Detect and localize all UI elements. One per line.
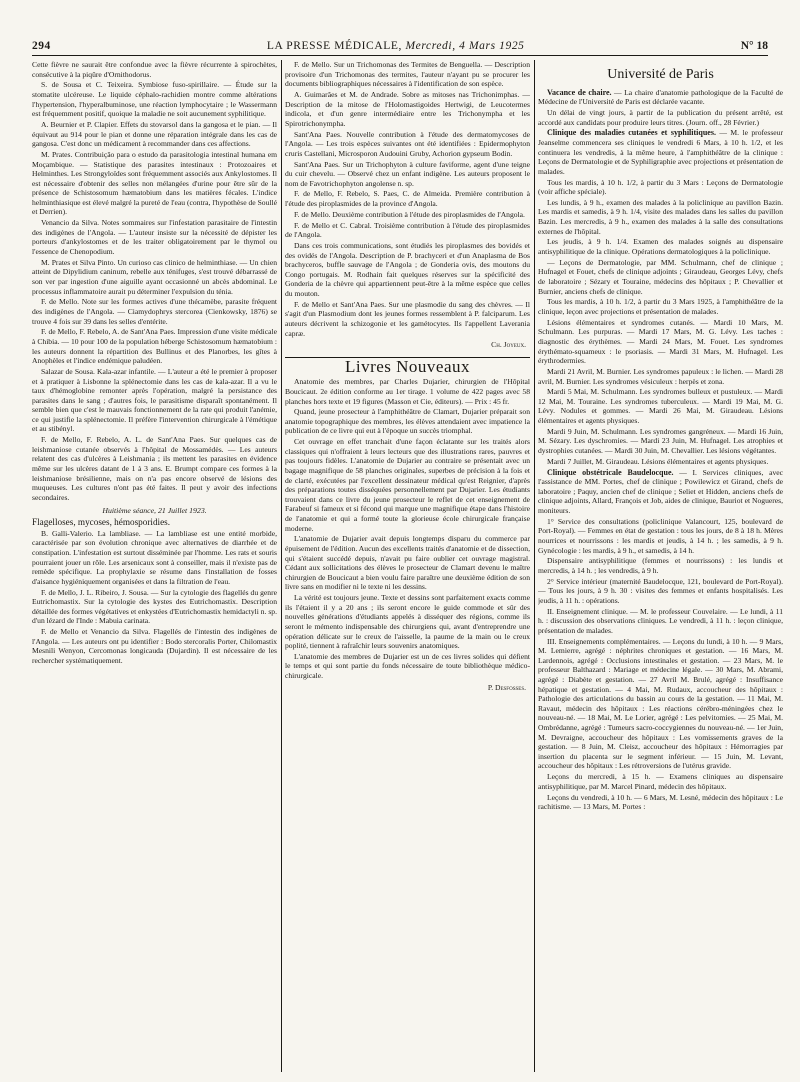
paragraph: A. Guimarães et M. de Andrade. Sobre as mitoses nas Trichonimphas. — Description de la mitose de l'Holomastigoides Hertwigi, de Leucotermes indicola, et d'un genre intermédiaire entre les Trichonympha et les Spirotrichonympha.	[285, 89, 530, 128]
signature	[285, 683, 526, 693]
paragraph: Les jeudis, à 9 h. 1/4. Examen des malades soignés au dispensaire antisyphilitique de la clinique. Opérations dermatologiques à la policlinique.	[538, 237, 783, 257]
paragraph: 2° Service intérieur (maternité Baudelocque, 121, boulevard de Port-Royal). — Tous les jours, à 9 h. 30 : visites des femmes et enfants hospitalisés. Les jeudis, à 11 h. : opérations.	[538, 576, 783, 605]
column-3	[538, 60, 783, 1072]
section-title-livres: Livres Nouveaux	[344, 356, 471, 376]
header-title-line	[267, 40, 525, 52]
section-title-universite: Université de Paris	[607, 67, 714, 82]
journal-name: LA PRESSE MÉDICALE,	[266, 40, 402, 52]
paragraph: F. de Mello et C. Cabral. Troisième contribution à l'étude des piroplasmides de l'Angola.	[285, 220, 530, 240]
paragraph: F. de Mello. Deuxième contribution à l'étude des piroplasmides de l'Angola.	[294, 209, 525, 219]
paragraph: II. Enseignement clinique. — M. le professeur Couvelaire. — Le lundi, à 11 h. : discussion des observations cliniques. Le vendredi, à 11 h. : leçon clinique, présentation de malades.	[538, 606, 783, 635]
paragraph-heading: Clinique obstétricale Baudelocque.	[547, 467, 674, 477]
paragraph: B. Galli-Valerio. La lambliase. — La lambliase est une entité morbide, caractérisée par son évolution chronique avec alternatives de diarrhée et de constipation. L'infestation est surtout disséminée par l'homme. Les rats et souris pourraient jouer un rôle. Les arsenicaux sont à conseiller, mais il n'existe pas de remède spécifique. La prophylaxie se résume dans l'installation de fosses d'aisance hygiéniquement organisées et dans la filtration de l'eau.	[32, 528, 277, 586]
paragraph: F. de Mello, F. Rebelo, S. Paes, C. de Almeida. Première contribution à l'étude des piroplasmides de la province d'Angola.	[285, 189, 530, 209]
paragraph: Leçons du mercredi, à 15 h. — Examens cliniques au dispensaire antisyphilitique, par M. Marcel Pinard, médecin des hôpitaux.	[538, 772, 783, 791]
paragraph: Leçons du vendredi, à 10 h. — 6 Mars, M. Lesné, médecin des hôpitaux : Le rachitisme. — 13 Mars, M. Portes :	[538, 792, 783, 812]
page-header	[32, 30, 768, 56]
paragraph: Tous les mardis, à 10 h. 1/2, à partir du 3 Mars 1925, à l'amphithéâtre de la clinique, leçon avec projections et présentation de malades.	[538, 297, 783, 316]
paragraph: Lésions élémentaires et syndromes cutanés. — Mardi 10 Mars, M. Schulmann. Les purpuras. — Mardi 17 Mars, M. G. Lévy. Les taches : diagnostic des érythèmes. — Mardi 24 Mars, M. Fouet. Les syndromes érythémato-squameux : le psoriasis. — Mardi 31 Mars, M. Hufnagel. Les érythrodermies.	[538, 317, 783, 366]
paragraph: La vérité est toujours jeune. Texte et dessins sont parfaitement exacts comme ils l'étaient il y a 20 ans ; ils seront encore le guide commode et sûr des nouvelles générations d'étudiants appelés à disséquer des régions, comme ils seront le mémento indispensable des chirurgiens qui, avant d'entreprendre une opération délicate sur le creux de l'aisselle, la paume de la main ou le creux poplité, tiennent à rafraîchir leurs souvenirs anatomiques.	[285, 593, 530, 651]
paragraph: Les lundis, à 9 h., examen des malades à la policlinique au pavillon Bazin. Les mardis et samedis, à 9 h. 1/4, visite des malades dans les salles du pavillon Bazin. Les mercredis, à 9 h., examen des malades à la salle des consultations externes de l'hôpital.	[538, 197, 783, 236]
columns	[32, 60, 783, 1072]
issue-number: N° 18	[740, 40, 768, 52]
paragraph: Dispensaire antisyphilitique (femmes et nourrissons) : les lundis et mercredis, à 14 h. ; les vendredis, à 9 h.	[538, 556, 783, 575]
issue-date: Mercredi, 4 Mars 1925	[405, 40, 525, 52]
paragraph: — Leçons de Dermatologie, par MM. Schulmann, chef de clinique ; Hufnagel et Fouet, chefs de clinique adjoints ; Giraudeau, Georges Lévy, chefs de laboratoire ; Sézary et Touraine, médecins des hôpitaux ; P. Chevallier et Burnier, anciens chefs de clinique.	[538, 257, 783, 296]
paragraph: F. de Mello, F. Rebelo, A. L. de Sant'Ana Paes. Sur quelques cas de leishmaniose cutanée observés à l'hôpital de Mossamédès. — Les auteurs relatent des cas d'ulcères à Leishmania ; ils mettent les parasites en évidence même sur les ulcères datant de 1 à 3 ans. E. Brumpt compare ces formes à la leishmaniose brésilienne, mais on n'a pas encore observé de lésions des muqueuses. Les cultures n'ont pas été faites. Il peut y avoir des infections secondaires.	[32, 435, 277, 502]
signature-name: Ch. Joyeux.	[491, 340, 526, 350]
paragraph: F. de Mello. Note sur les formes actives d'une thécamèbe, parasite fréquent des indigènes de l'Angola. — Ciamydophrys stercorea (Cienkowsky, 1876) se trouve 4 fois sur 39 dans les selles d'entérite.	[32, 297, 277, 326]
paragraph: S. de Sousa et C. Teixeira. Symbiose fuso-spirillaire. — Étude sur la stomatite ulcéreuse. Le liquide céphalo-rachidien montre comme altérations l'hypertension, l'hyperalbuminose, une réaction lymphocytaire ; le Wassermann est fréquemment positif, quoique la maladie ne soit aucunement syphilitique.	[32, 80, 277, 119]
paragraph: Anatomie des membres, par Charles Dujarier, chirurgien de l'Hôpital Boucicaut. 2e édition conforme au 1er tirage. 1 volume de 422 pages avec 58 planches hors texte et 19 figures (Masson et Cie, éditeurs). — Prix : 45 fr.	[285, 377, 530, 406]
paragraph-text: — La chaire d'anatomie pathologique de la Faculté de Médecine de l'Université de Paris est déclarée vacante.	[538, 87, 783, 107]
paragraph: Mardi 21 Avril, M. Burnier. Les syndromes papuleux : le lichen. — Mardi 28 avril, M. Burnier. Les syndromes vésiculeux : herpès et zona.	[538, 366, 783, 386]
column-2	[285, 60, 530, 1072]
paragraph: F. de Mello et Venancio da Silva. Flagellés de l'intestin des indigènes de l'Angola. — Les auteurs ont pu identifier : Bodo stercoralis Porter, Chilomastix Mesnili Wenyon, Cercomonas longicauda (Dujardin). Il est nécessaire de les rechercher systématiquement.	[32, 627, 277, 665]
paragraph: Dans ces trois communications, sont étudiés les piroplasmes des bovidés et des ovidés de l'Angola. Description de P. brachyceri et d'un Anaplasma de Bos brachyceros, buffle sauvage de l'Angola ; de Gonderia ovis, des moutons du Congo portugais. M. Rodhain fait quelques réserves sur la spécificité des Gonderia de la chèvre qui appartiennent peut-être à la même espèce que celles du mouton.	[285, 241, 530, 298]
paragraph	[538, 468, 783, 516]
session-heading: Huitième séance, 21 Juillet 1923.	[102, 506, 207, 516]
paragraph: F. de Mello et Sant'Ana Paes. Sur une plasmodie du sang des chèvres. — Il s'agit d'un Plasmodium dont les jeunes formes ressemblent à P. falciparum. Les auteurs décrivent la schizogonie et les gamétocytes. Ils l'appellent Laverania capræ.	[285, 299, 530, 338]
paragraph: Mardi 7 Juillet, M. Giraudeau. Lésions élémentaires et agents physiques.	[547, 456, 769, 466]
paragraph: Un délai de vingt jours, à partir de la publication du présent arrêté, est accordé aux candidats pour produire leurs titres. (Journ. off., 28 Février.)	[538, 107, 783, 127]
column-divider	[281, 60, 282, 1072]
paragraph: 1° Service des consultations (policlinique Valancourt, 125, boulevard de Port-Royal). — Femmes en état de gestation : tous les jours, de 8 à 18 h. Mères nourrices et nourrissons : les mardis et jeudis, à 14 h. ; les samedis, à 9 h. Gynécologie : les mardis, à 9 h., et samedis, à 14 h.	[538, 516, 783, 555]
paragraph: Mardi 9 Juin, M. Schulmann. Les syndromes gangréneux. — Mardi 16 Juin, M. Sézary. Les dyschromies. — Mardi 23 Juin, M. Hufnagel. Les atrophies et dystrophies cutanées. — Mardi 30 Juin, M. Chevallier. Les lésions végétantes.	[538, 426, 783, 456]
signature-name: P. Desfosses.	[487, 682, 526, 692]
paragraph: Cet ouvrage en effet tranchait d'une façon éclatante sur les traités alors classiques qui n'offraient à leurs lecteurs que des illustrations rares, pauvres et pas toujours fidèles. L'anatomie de Dujarier au contraire se présentait avec un bagage magnifique de 58 planches originales, superbes de précision à la fois et de clarté, exécutées par l'excellent dessinateur médical qu'est Reignier, d'après des préparations toutes disséquées personnellement par Dujarier. Les étudiants trouvaient dans ce livre du jeune prosecteur le reflet de cet enseignement de Farabeuf si fameux et si fécond qui marque une magnifique étape dans l'histoire de l'anatomie et qui a formé toute la glorieuse école chirurgicale française moderne.	[285, 437, 530, 533]
paragraph: Sant'Ana Paes. Nouvelle contribution à l'étude des dermatomycoses de l'Angola. — Les trois espèces suivantes ont été identifiées : Epidermophyton cruris Castellani, Microsporon Audouini Gruby, Achorion gypseum Bodin.	[285, 129, 530, 158]
page-number: 294	[32, 40, 51, 52]
paragraph-text: — I. Services cliniques, avec l'assistance de MM. Portes, chef de clinique ; Powilewicz et Girand, chefs de laboratoire ; Paquy, ancien chef de clinique ; Seliet et Hidden, anciens chefs de clinique adjoints, Allard, François et Job, aides de clinique, Bauriot et Nogueres, moniteurs.	[538, 467, 783, 515]
column-divider	[534, 60, 535, 1072]
signature	[285, 340, 526, 350]
paragraph: L'anatomie des membres de Dujarier est un de ces livres solides qui défient le temps et qui sont partie du fonds nécessaire de toute bibliothèque médico-chirurgicale.	[285, 651, 530, 681]
paragraph-heading: Clinique des maladies cutanées et syphilitiques.	[547, 128, 716, 138]
paragraph: M. Prates. Contribuição para o estudo da parasitologia intestinal humana em Moçambique. — Statistique des parasites intestinaux : Protozoaires et Helminthes. Les Strongyloïdes sont fréquemment associés aux Ankylostomes. Il est nécessaire d'obtenir des selles non mélangées d'urine pour être sûr de la présence de Schistosomum hæmatobium dans les matières fécales. L'indice helminthiasique est élevé malgré la pureté de l'eau (contra, l'hypothèse de Soullé et Derrien).	[32, 149, 277, 217]
paragraph: III. Enseignements complémentaires. — Leçons du lundi, à 10 h. — 9 Mars, M. Lemierre, agrégé : néphrites chroniques et gestation. — 16 Mars, M. Lardennois, agrégé : Occlusions intestinales et gestation. — 23 Mars, M. le professeur Balthazard : Mariage et médecine légale. — 30 Mars, M. Abrami, agrégé : Diabète et gestation. — 27 Avril M. Brulé, agrégé : Insuffisance hépatique et gestation. — 4 Mai, M. Rudaux, accoucheur des hôpitaux : Pathologie des articulations du bassin au cours de la gestation. — 11 Mai, M. Ravaut, médecin des hôpitaux : Les réactions cérébro-méningées chez le nouveau-né. — 18 Mai, M. Le Lorier, agrégé : Les pelvitomies. — 25 Mai, M. Ombrédanne, agrégé : Tumeurs sacro-coccygiennes du nouveau-né. — 1er Juin, M. Devraigne, accoucheur des hôpitaux : Les vomissements graves de la gestation. — 8 Juin, M. Cleisz, accoucheur des hôpitaux : Hémorragies par insertion du placenta sur le segment inférieur. — 15 Juin, M. Levant, accoucheur des hôpitaux : Les rétroversions de l'utérus gravide.	[538, 636, 783, 771]
paragraph: Sant'Ana Paes. Sur un Trichophyton à culture faviforme, agent d'une teigne du cuir chevelu. — Observé chez un enfant indigène. Les auteurs proposent le nom de Favotrichophyton angolense n. sp.	[285, 159, 530, 188]
paragraph: Cette fièvre ne saurait être confondue avec la fièvre récurrente à spirochètes, consécutive à la piqûre d'Ornithodorus.	[32, 60, 277, 79]
paragraph	[538, 88, 783, 107]
paragraph-text: — M. le professeur Jeanselme commencera ses cliniques le vendredi 6 Mars, à 10 h. 1/2, et les continuera les vendredis, à la même heure, à l'amphithéâtre de la clinique : Leçons de Dermatologie et de Syphiligraphie avec projections et présentation de malades.	[538, 128, 783, 176]
column-1	[32, 60, 277, 1072]
paragraph: F. de Mello. Sur un Trichomonas des Termites de Benguella. — Description provisoire d'un Trichomonas des termites, l'auteur n'ayant pu se procurer les documents bibliographiques nécessaires à l'identification de son espèce.	[285, 60, 530, 89]
paragraph: Quand, jeune prosecteur à l'amphithéâtre de Clamart, Dujarier préparait son anatomie topographique des membres, les élèves attendaient avec impatience la publication de ce livre qui eut à l'époque un succès triomphal.	[285, 407, 530, 436]
paragraph	[538, 128, 783, 176]
paragraph: Salazar de Sousa. Kala-azar infantile. — L'auteur a été le premier à proposer et à pratiquer à Lisbonne la splénectomie dans les cas de kala-azar. Il a vu le taux d'hémoglobine remonter après l'opération, malgré la persistance des parasites dans le sang ; d'autres fois, le parasitisme disparaît spontanément. Il semble bien que c'est le mauvais fonctionnement de la rate qui produit l'anémie, ce qui justifie la splénectomie. Il préfère l'intervention chirurgicale à l'émétique et au stibényl.	[32, 366, 277, 434]
paragraph: L'anatomie de Dujarier avait depuis longtemps disparu du commerce par épuisement de l'édition. Aucun des excellents traités d'anatomie et de dissection, qui s'étaient succédé depuis, n'avait pu faire oublier cet ouvrage magistral. Cédant aux sollicitations des élèves le prosecteur de Clamart devenu le maître chirurgien de Boucicaut a bien voulu faire paraître une deuxième édition de son livre sans en modifier ni le texte ni les dessins.	[285, 534, 530, 592]
section-title: Flagelloses, mycoses, hémosporidies.	[32, 517, 171, 527]
paragraph: Mardi 5 Mai, M. Schulmann. Les syndromes bulleux et pustuleux. — Mardi 12 Mai, M. Touraine. Les syndromes tuberculeux. — Mardi 19 Mai, M. G. Lévy. Nodules et gommes. — Mardi 26 Mai, M. Giraudeau. Lésions élémentaires et agents physiques.	[538, 387, 783, 426]
paragraph: F. de Mello, F. Rebelo, A. de Sant'Ana Paes. Impression d'une visite médicale à Chibia. — 10 pour 100 de la population héberge Schistosomum hæmatobium : les auteurs donnent la répartition des Bullinus et des Planorbes, les gîtes à Anophèles et l'indice endémique paludéen.	[32, 327, 277, 366]
paragraph: Venancio da Silva. Notes sommaires sur l'infestation parasitaire de l'intestin des indigènes de l'Angola. — L'auteur insiste sur la nécessité de dépister les porteurs d'ankylostomes et de les traiter obligatoirement par le thymol ou l'essence de Chenopodium.	[32, 218, 277, 257]
paragraph: F. de Mello, J. L. Ribeiro, J. Sousa. — Sur la cytologie des flagellés du genre Eutrichomastix. Sur la cytologie des kystes des Eutrichomastix. Description détaillée des formes végétatives et enkystées d'Eutrichomastix hemidactyli n. sp. d'un lézard de l'Inde : Mabuia carinata.	[32, 587, 277, 626]
paragraph: M. Prates et Silva Pinto. Un curioso cas clinico de helminthiase. — Un chien atteint de Dipylidium caninum, rebelle aux ténifuges, s'est trouvé débarrassé de son ver par ingestion d'une aiguille ayant occasionné un abcès abdominal. Le processus inflammatoire aurait pu déterminer l'expulsion du ténia.	[32, 257, 277, 296]
paragraph-heading: Vacance de chaire.	[547, 87, 612, 97]
paragraph: Tous les mardis, à 10 h. 1/2, à partir du 3 Mars : Leçons de Dermatologie (voir affiche spéciale).	[538, 177, 783, 197]
paragraph: A. Beurnier et P. Clapier. Effets du stovarsol dans la gangosa et le pian. — Il équivaut au 914 pour le pian et donne une réparation intégrale dans les cas de gangosa. C'est donc un médicament à recommander dans ces affections.	[32, 119, 277, 149]
